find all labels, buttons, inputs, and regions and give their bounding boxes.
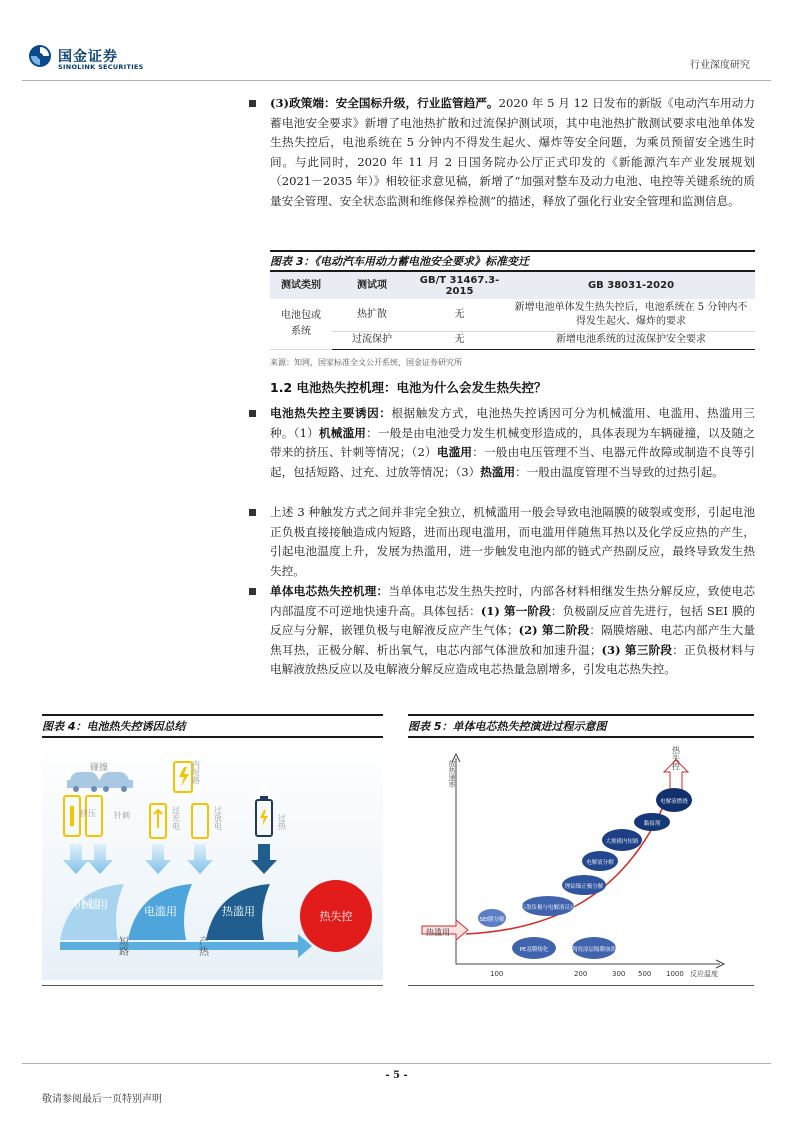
figure4-top-rule xyxy=(42,714,383,716)
short-label: 短路 xyxy=(116,936,128,956)
stage-label: 锂钴镍正极分解 xyxy=(564,884,604,890)
text-run: 根据触发方式，电池热失控诱因可分为机械滥用、电滥用、热滥用三种。（1） xyxy=(270,406,755,440)
bullet-icon xyxy=(249,509,256,516)
table-cell: 热扩散 xyxy=(332,299,412,331)
text-run: ：一般是由电池受力发生机械变形造成的，具体表现为车辆碰撞，以及随之带来的挤压、针刺等情况；（2） xyxy=(270,425,755,460)
text-run: ：负极副反应首先进行，包括 SEI 膜的反应与分解，嵌锂负极与电解液反应产生气体； xyxy=(270,603,756,638)
paragraph-mechanism xyxy=(270,582,755,680)
figure3-top-rule xyxy=(270,250,755,252)
figure4-diagram xyxy=(42,740,383,980)
squeeze-label: 挤压 xyxy=(80,809,96,818)
text-run-bold: (2) 第二阶段 xyxy=(518,623,590,638)
x-tick-label: 500 xyxy=(638,970,652,978)
text-run-bold: (1) 第一阶段 xyxy=(480,603,551,618)
paragraph-interaction xyxy=(270,503,755,581)
short-circuit-label: 内短路 xyxy=(191,760,201,784)
thermal-abuse-label: 热滥用 xyxy=(222,905,255,918)
figure5-diagram xyxy=(408,740,754,980)
text-run-bold: 机械滥用 xyxy=(318,425,367,440)
table-header: 测试项 xyxy=(332,272,412,299)
text-run-bold: 热滥用 xyxy=(480,464,516,479)
table-row xyxy=(270,331,755,349)
table-cell: 无 xyxy=(412,331,507,349)
x-tick-label: 200 xyxy=(574,970,588,978)
stage-label: 石墨负极与电解液反应 xyxy=(520,905,576,911)
table-cell: 新增电池系统的过流保护安全要求 xyxy=(507,331,755,349)
table-cell: 新增电池单体发生热失控后，电池系统在 5 分钟内不得发生起火、爆炸的要求 xyxy=(507,299,755,331)
lower-label: 陶瓷涂层隔膜崩溃 xyxy=(571,947,617,953)
table-header: GB 38031-2020 xyxy=(507,272,755,299)
text-run: ：一般由温度管理不当导致的过热引起。 xyxy=(515,464,724,479)
paragraph-body: 2020 年 5 月 12 日发布的新版《电动汽车用动力蓄电池安全要求》新增了电池热扩散和过流保护测试项，其中电池热扩散测试要求电池单体发生热失控后，电池系统在 5 分钟内不得发生起火、爆炸等安全问题，为乘员预留安全逃生时间。与此同时，2020 年 11 月 2 日国务院办公厅正式印发的《新能源汽车产业发展规划（2021－2035 年）》相较征求意见稿，新增了“加强对整车及动力电池、电控等关键系统的质量安全管理、安全状态监测和维修保养检测”的描述，释放了强化行业安全管理和监测信息。 xyxy=(270,96,755,208)
text-run-bold: 电滥用 xyxy=(436,445,473,460)
text-run: ：隔膜熔融、电芯内部产生大量焦耳热，正极分解、析出氧气，电芯内部气体泄放和加速升温； xyxy=(270,623,755,657)
x-tick-label: 1000 xyxy=(666,970,684,978)
stage-label: 黏接剂 xyxy=(643,821,661,827)
x-tick-label: 300 xyxy=(612,970,626,978)
paragraph-lead: 单体电芯热失控机理： xyxy=(270,584,389,598)
overdischarge-label: 过放电 xyxy=(213,806,223,830)
report-type: 行业深度研究 xyxy=(690,60,750,71)
paragraph-lead: 电池热失控主要诱因： xyxy=(270,406,392,420)
table-header: GB/T 31467.3-2015 xyxy=(412,272,507,299)
table-cell-category: 电池包或系统 xyxy=(270,299,332,349)
figure3-source: 来源：知网，国家标准全文公开系统，国金证券研究所 xyxy=(270,358,462,367)
section-title: 1.2 电池热失控机理：电池为什么会发生热失控？ xyxy=(270,380,547,395)
lower-label: PE基膜熔化 xyxy=(519,947,549,953)
figure5-top-rule xyxy=(408,714,754,716)
text-run: ：正负极材料与电解液放热反应以及电解液分解反应造成电芯热量急剧增多，引发电芯热失控。 xyxy=(270,642,755,677)
disclaimer-text: 敬请参阅最后一页特别声明 xyxy=(42,1094,162,1105)
bullet-icon xyxy=(249,100,256,107)
paragraph-body: 上述 3 种触发方式之间并非完全独立，机械滥用一般会导致电池隔膜的破裂或变形，引起电池正负极直接接触造成内短路，进而出现电滥用，而电滥用伴随焦耳热以及化学反应热的产生，引起电池温度上升，发展为热滥用，进一步触发电池内部的链式产热副反应，最终导致发生热失控。 xyxy=(270,505,755,578)
y-axis-label: 放热速率 xyxy=(448,760,456,788)
text-run: ：一般由电压管理不当、电器元件故障或制造不良等引起，包括短路、过充、过放等情况；（3） xyxy=(270,445,755,479)
collision-label: 碰撞 xyxy=(90,763,109,773)
figure5-title: 图表 5：单体电芯热失控演进过程示意图 xyxy=(408,720,607,733)
figure4-title: 图表 4：电池热失控诱因总结 xyxy=(42,720,186,733)
start-label: 热滥用 xyxy=(426,928,450,937)
stage-label: 大规模内短路 xyxy=(605,839,639,845)
table-row xyxy=(270,299,755,331)
brand-name-cn: 国金证券 xyxy=(58,49,118,65)
stage-label: 电解液分解 xyxy=(586,860,614,866)
table-cell: 过流保护 xyxy=(332,331,412,349)
figure5-title-rule xyxy=(408,736,754,738)
footer-divider xyxy=(22,1063,771,1064)
elec-abuse-label: 电滥用 xyxy=(144,905,177,918)
table-header: 测试类别 xyxy=(270,272,332,299)
standards-table xyxy=(270,272,755,350)
needle-label: 针刺 xyxy=(114,811,130,820)
end-label: 热失控 xyxy=(671,746,681,770)
x-axis-label: 反应温度 xyxy=(690,970,718,978)
figure5-bottom-rule xyxy=(408,985,754,986)
brand-name-en: SINOLINK SECURITIES xyxy=(58,63,144,71)
sinolink-logo-icon xyxy=(28,44,52,68)
figure3-title: 图表 3：《电动汽车用动力蓄电池安全要求》标准变迁 xyxy=(270,255,529,268)
text-run: 当单体电芯发生热失控时，内部各材料相继发生热分解反应，致使电芯内部温度不可逆地快速升高。具体包括： xyxy=(270,584,755,618)
table-header-row xyxy=(270,272,755,299)
figure4-bottom-rule xyxy=(42,985,383,986)
table-cell: 无 xyxy=(412,299,507,331)
text-run-bold: (3) 第三阶段 xyxy=(601,642,673,657)
paragraph-causes xyxy=(270,404,755,482)
header-divider xyxy=(22,80,771,81)
overcharge-label: 过充电 xyxy=(171,806,181,830)
paragraph-lead: (3)政策端：安全国标升级，行业监管趋严。 xyxy=(270,96,499,110)
bullet-icon xyxy=(249,588,256,595)
bullet-icon xyxy=(249,410,256,417)
overheat-label: 过热 xyxy=(277,814,287,830)
page-number: - 5 - xyxy=(385,1070,408,1081)
figure4-title-rule xyxy=(42,736,383,738)
thermal-runaway-label: 热失控 xyxy=(319,910,353,923)
stage-label: SEI膜分解 xyxy=(479,917,505,923)
x-tick-label: 100 xyxy=(490,970,504,978)
heat-gen-label: 产热 xyxy=(196,936,208,956)
mech-abuse-label: 机械滥用 xyxy=(74,898,108,911)
paragraph-policy xyxy=(270,94,755,212)
stage-label: 电解液燃烧 xyxy=(660,799,688,805)
